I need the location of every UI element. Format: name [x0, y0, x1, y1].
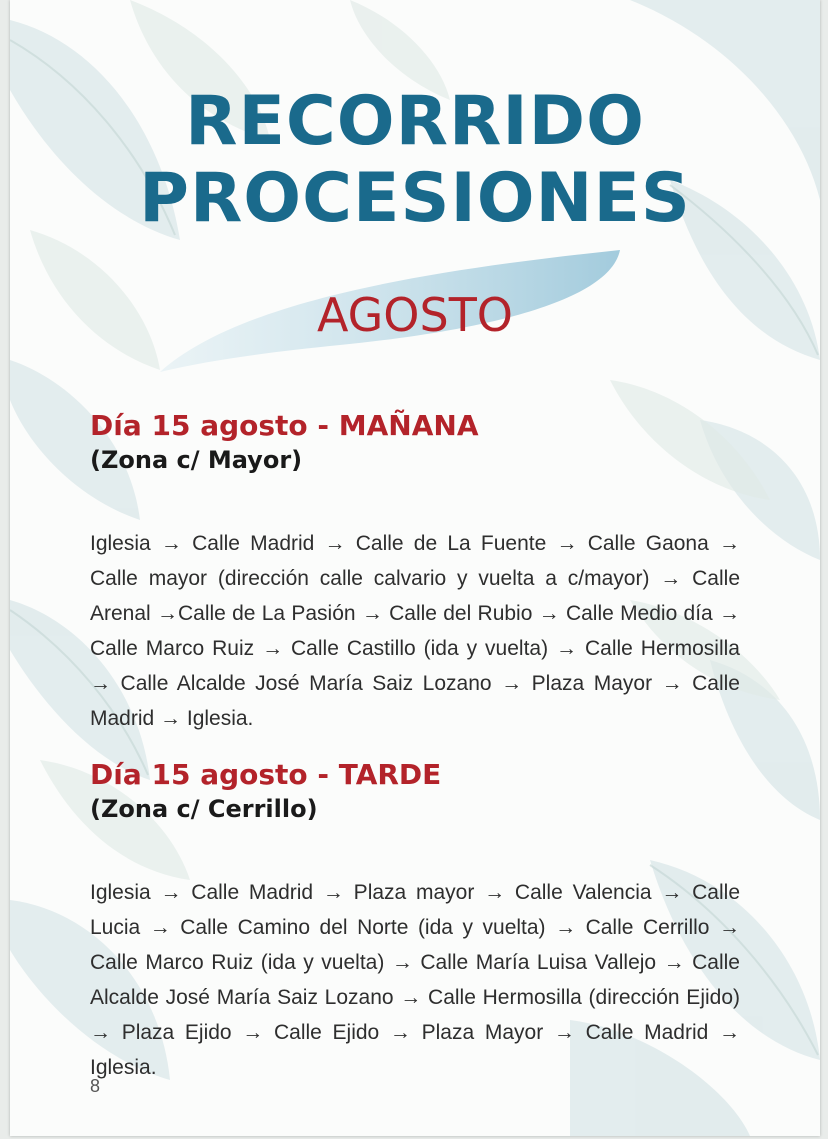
page-number: 8 — [90, 1076, 101, 1096]
page-title-line1: RECORRIDO — [185, 82, 645, 161]
procession-morning — [90, 408, 740, 736]
day-heading: Día 15 agosto - TARDE — [90, 758, 442, 791]
zone-subheading: (Zona c/ Mayor) — [90, 446, 303, 474]
procession-afternoon — [90, 757, 740, 1085]
route-text: Iglesia → Calle Madrid → Calle de La Fuente → Calle Gaona → Calle mayor (dirección calle calvario y vuelta a c/mayor) → Calle Arenal →Calle de La Pasión → Calle del Rubio → Calle Medio día → Calle Marco Ruiz → Calle Castillo (ida y vuelta) → Calle Hermosilla → Calle Alcalde José María Saiz Lozano → Plaza Mayor → Calle Madrid → Iglesia. — [90, 532, 740, 730]
day-heading: Día 15 agosto - MAÑANA — [90, 409, 479, 442]
route-text: Iglesia → Calle Madrid → Plaza mayor → Calle Valencia → Calle Lucia → Calle Camino del Norte (ida y vuelta) → Calle Cerrillo → Calle Marco Ruiz (ida y vuelta) → Calle María Luisa Vallejo → Calle Alcalde José María Saiz Lozano → Calle Hermosilla (dirección Ejido) → Plaza Ejido → Calle Ejido → Plaza Mayor → Calle Madrid → Iglesia. — [90, 881, 740, 1079]
brochure-page — [10, 0, 820, 1136]
month-heading: AGOSTO — [316, 288, 514, 342]
zone-subheading: (Zona c/ Cerrillo) — [90, 795, 318, 823]
page-title-line2: PROCESIONES — [139, 159, 691, 238]
